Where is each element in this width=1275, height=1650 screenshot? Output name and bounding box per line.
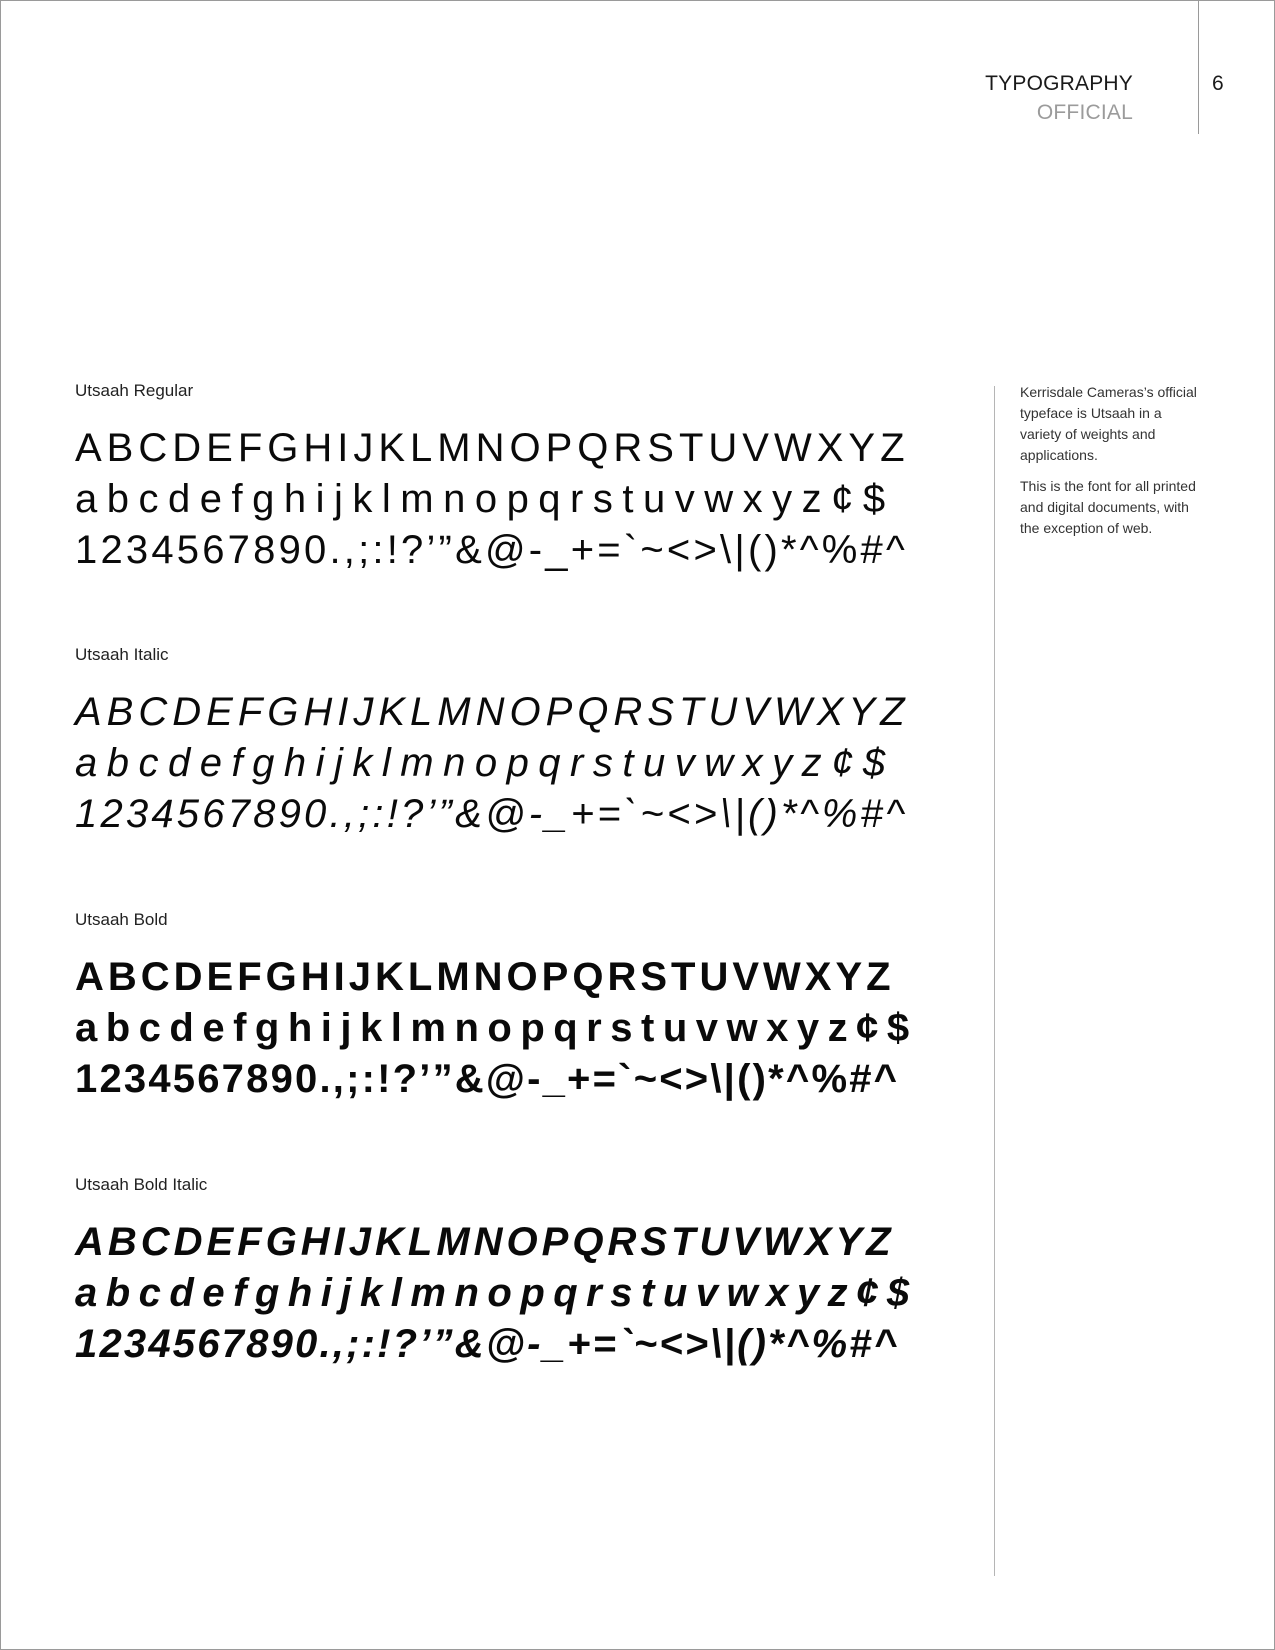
page-number: 6 xyxy=(1212,72,1224,95)
column-divider xyxy=(994,386,995,1576)
specimen-italic xyxy=(75,645,975,840)
specimen-label: Utsaah Italic xyxy=(75,645,169,664)
specimen-label: Utsaah Bold Italic xyxy=(75,1175,208,1194)
specimen-bold-italic xyxy=(75,1175,975,1370)
uppercase-glyphs: ABCDEFGHIJKLMNOPQRSTUVWXYZ xyxy=(75,426,910,470)
lowercase-glyphs: abcdefghijklmnopqrstuvwxyz¢$ xyxy=(75,1271,918,1315)
numeral-glyphs: 1234567890.,;:!?’”&@-_+=`~<>\|()*^%#^ xyxy=(75,1322,900,1366)
specimen-label: Utsaah Bold xyxy=(75,910,168,929)
section-title: TYPOGRAPHY xyxy=(985,72,1133,95)
sidebar-paragraph: This is the font for all printed and digital documents, with the exception of web. xyxy=(1020,478,1196,536)
uppercase-glyphs: ABCDEFGHIJKLMNOPQRSTUVWXYZ xyxy=(75,690,910,734)
numeral-glyphs: 1234567890.,;:!?’”&@-_+=`~<>\|()*^%#^ xyxy=(75,792,908,836)
sidebar-description xyxy=(1020,382,1205,549)
numeral-glyphs: 1234567890.,;:!?’”&@-_+=`~<>\|()*^%#^ xyxy=(75,528,908,572)
section-subtitle: OFFICIAL xyxy=(1036,101,1133,124)
specimen-regular xyxy=(75,381,975,576)
specimen-label: Utsaah Regular xyxy=(75,381,194,400)
numeral-glyphs: 1234567890.,;:!?’”&@-_+=`~<>\|()*^%#^ xyxy=(75,1057,900,1101)
header-divider xyxy=(1198,0,1199,134)
specimen-bold xyxy=(75,910,975,1105)
sidebar-paragraph: Kerrisdale Cameras’s official typeface is Utsaah in a variety of weights and applications. xyxy=(1020,384,1197,463)
section-header xyxy=(813,69,1133,127)
uppercase-glyphs: ABCDEFGHIJKLMNOPQRSTUVWXYZ xyxy=(75,955,895,999)
uppercase-glyphs: ABCDEFGHIJKLMNOPQRSTUVWXYZ xyxy=(75,1220,895,1264)
lowercase-glyphs: abcdefghijklmnopqrstuvwxyz¢$ xyxy=(75,741,895,785)
lowercase-glyphs: abcdefghijklmnopqrstuvwxyz¢$ xyxy=(75,1006,918,1050)
lowercase-glyphs: abcdefghijklmnopqrstuvwxyz¢$ xyxy=(75,477,895,521)
